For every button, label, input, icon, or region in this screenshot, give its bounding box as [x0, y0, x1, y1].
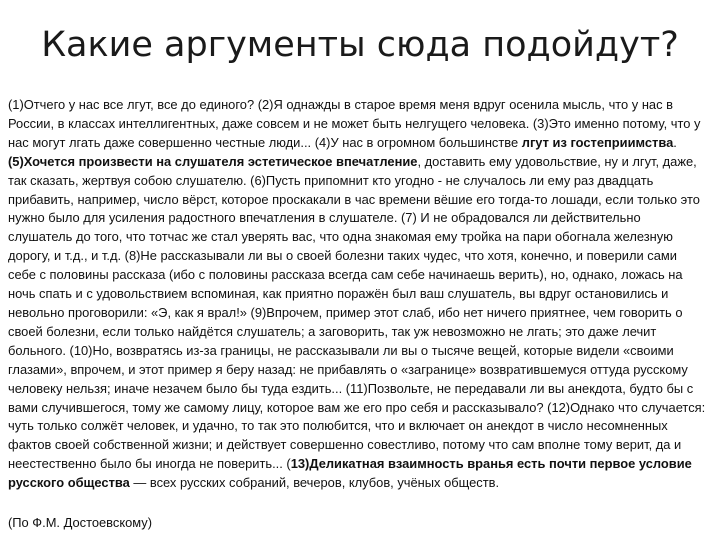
body-text [8, 96, 708, 493]
bold-phrase-aesthetic: (5)Хочется произвести на слушателя эстетическое впечатление [8, 153, 418, 169]
bold-phrase-mutuality: 13)Деликатная взаимность вранья есть почти первое условие русского общества [8, 456, 692, 491]
slide-title: Какие аргументы сюда подойдут? [41, 25, 679, 65]
text-part-2: . [673, 134, 677, 150]
text-part-3: , доставить ему удовольствие, ну и лгут, даже, так сказать, жертвуя собою слушателю. (6)Пусть припомнит кто угодно - не случалось ли ему раз двадцать прибавить, например, число вёрст, которое проскакали в час времени вёшие его тогда-то лошади, если только это нужно было для усиления радостного впечатления в слушателе. (7) И не обрадовался ли действительно слушатель до того, что тотчас же стал уверять вас, что одна знакомая ему тройка на пари обогнала железную дорогу, и т.д., и т.д. (8)Не рассказывали ли вы о своей болезни таких чудес, что хотя, конечно, и поверили сами себе с половины рассказа (ибо с половины рассказа всегда сам себе начинаешь верить), но, однако, ложась на ночь спать и с удовольствием вспоминая, как приятно поражён был ваш слушатель, вы вдруг остановились и невольно проговорили: «Э, как я врал!» (9)Впрочем, пример этот слаб, ибо нет ничего приятнее, чем говорить о своей болезни, если только найдётся слушатель; а заговорить, так уж невозможно не лгать; это даже лечит больного. (10)Но, возвратясь из-за границы, не рассказывали ли вы о тысяче вещей, которые видели «своими глазами», впрочем, и этот пример я беру назад: не прибавлять о «загранице» возвратившемуся оттуда русскому человеку нельзя; иначе незачем было бы туда ездить... (11)Позвольте, не передавали ли вы анекдота, будто бы с вами случившегося, тому же самому лицу, которое вам же его про себя и рассказывало? (12)Однако что случается: чуть только солжёт человек, и удачно, то так это полюбится, что и включает он анекдот в число несомненных фактов своей собственной жизни; и действует совершенно совестливо, потому что сам вполне тому верит, да и неестественно было бы иногда не поверить... ( [8, 153, 706, 472]
text-part-4: — всех русских собраний, вечеров, клубов, учёных обществ. [129, 475, 500, 491]
source-attribution: (По Ф.М. Достоевскому) [8, 515, 153, 530]
text-part-1: (1)Отчего у нас все лгут, все до единого? (2)Я однажды в старое время меня вдруг осенила мысль, что у нас в России, в классах интеллигентных, даже совсем и не может быть нелгущего человека. (3)Это именно потому, что у нас могут лгать даже совершенно честные люди... (4)У нас в огромном большинстве [8, 97, 701, 150]
bold-phrase-hospitality: лгут из гостеприимства [521, 134, 674, 150]
